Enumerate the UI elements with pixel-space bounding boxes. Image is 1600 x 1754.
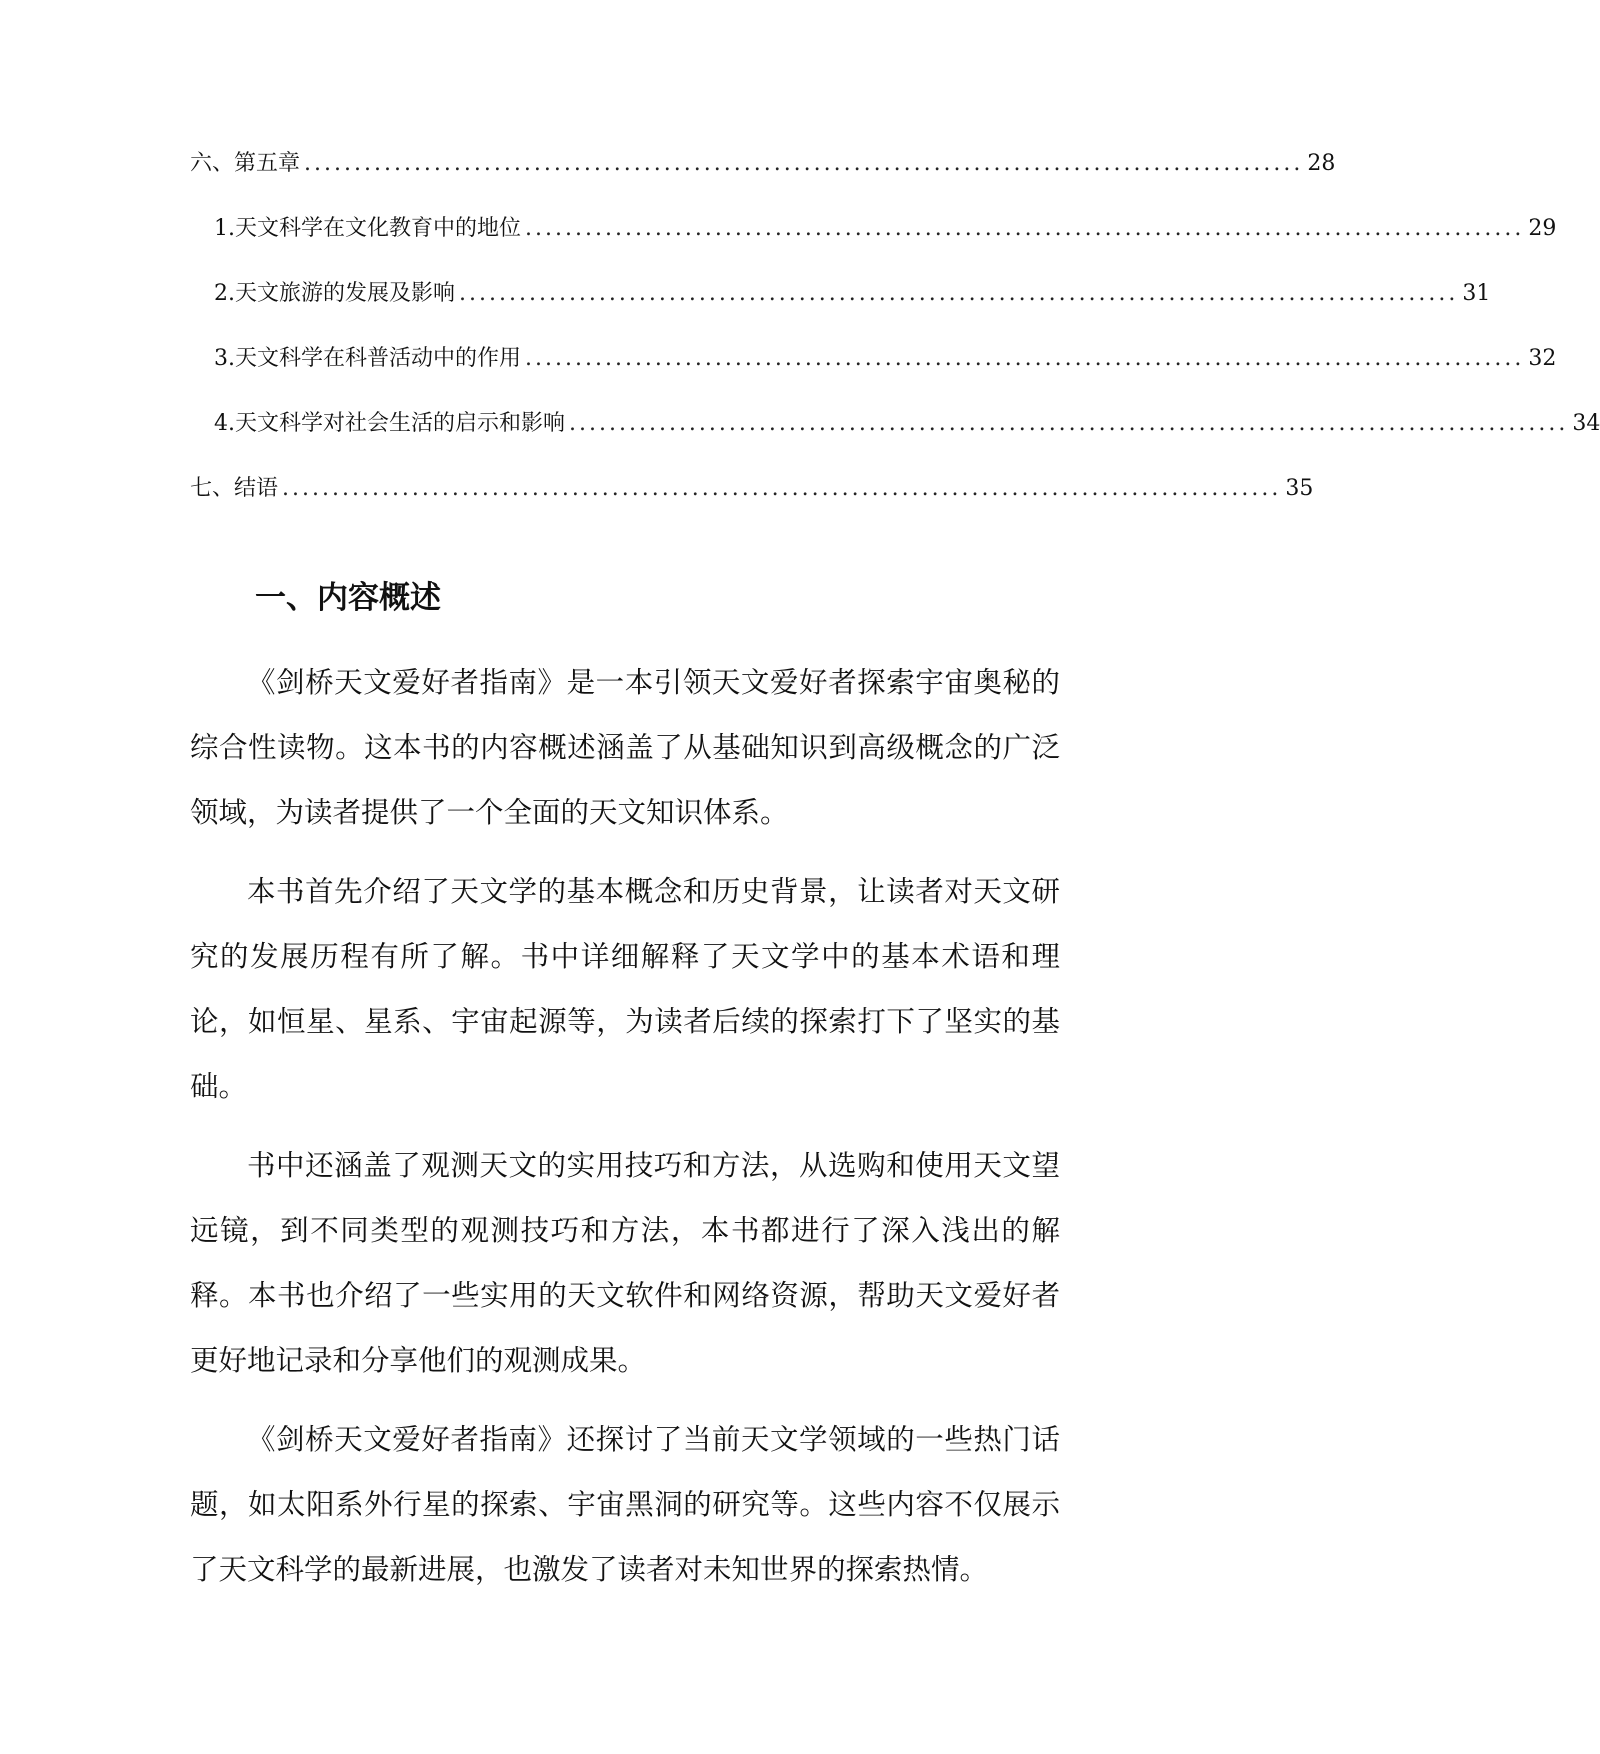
toc-leader-dots: ....................................................................................................: [525, 216, 1525, 241]
toc-entry-chapter-6[interactable]: [190, 146, 1336, 211]
toc-entry-number: 3.: [214, 346, 235, 371]
toc-entry-title: 天文科学对社会生活的启示和影响: [235, 411, 566, 436]
toc-entry-page: 31: [1462, 281, 1491, 306]
toc-entry-number: 2.: [214, 281, 235, 306]
toc-entry-page: 34: [1572, 411, 1600, 436]
toc-entry-page: 35: [1285, 476, 1314, 501]
toc-entry-page: 32: [1528, 346, 1557, 371]
toc-entry-title: 天文旅游的发展及影响: [235, 281, 456, 306]
toc-leader-dots: ....................................................................................................: [569, 411, 1569, 436]
toc-entry-number: 1.: [214, 216, 235, 241]
table-of-contents: [190, 146, 1600, 536]
toc-entry-chapter-7[interactable]: [190, 471, 1314, 536]
toc-entry-number: 4.: [214, 411, 235, 436]
paragraph: 本书首先介绍了天文学的基本概念和历史背景，让读者对天文研究的发展历程有所了解。书中详细解释了天文学中的基本术语和理论，如恒星、星系、宇宙起源等，为读者后续的探索打下了坚实的基础。: [190, 875, 1060, 1103]
toc-entry-6-2[interactable]: [190, 276, 1491, 341]
toc-leader-dots: ....................................................................................................: [282, 476, 1282, 501]
toc-entry-title: 天文科学在科普活动中的作用: [235, 346, 522, 371]
toc-entry-6-3[interactable]: [190, 341, 1557, 406]
toc-entry-title: 六、第五章: [190, 151, 301, 176]
toc-leader-dots: ....................................................................................................: [304, 151, 1304, 176]
toc-entry-6-1[interactable]: [190, 211, 1557, 276]
toc-entry-page: 29: [1528, 216, 1557, 241]
toc-leader-dots: ....................................................................................................: [459, 281, 1459, 306]
toc-entry-6-4[interactable]: [190, 406, 1600, 471]
section-body: [190, 650, 1060, 1616]
paragraph: 书中还涵盖了观测天文的实用技巧和方法，从选购和使用天文望远镜，到不同类型的观测技巧和方法，本书都进行了深入浅出的解释。本书也介绍了一些实用的天文软件和网络资源，帮助天文爱好者更好地记录和分享他们的观测成果。: [190, 1149, 1060, 1377]
section-heading: 一、内容概述: [255, 580, 441, 616]
paragraph: 《剑桥天文爱好者指南》是一本引领天文爱好者探索宇宙奥秘的综合性读物。这本书的内容概述涵盖了从基础知识到高级概念的广泛领域，为读者提供了一个全面的天文知识体系。: [190, 666, 1060, 829]
toc-entry-title: 七、结语: [190, 476, 279, 501]
toc-entry-page: 28: [1307, 151, 1336, 176]
toc-entry-title: 天文科学在文化教育中的地位: [235, 216, 522, 241]
toc-leader-dots: ....................................................................................................: [525, 346, 1525, 371]
paragraph: 《剑桥天文爱好者指南》还探讨了当前天文学领域的一些热门话题，如太阳系外行星的探索、宇宙黑洞的研究等。这些内容不仅展示了天文科学的最新进展，也激发了读者对未知世界的探索热情。: [190, 1423, 1060, 1586]
